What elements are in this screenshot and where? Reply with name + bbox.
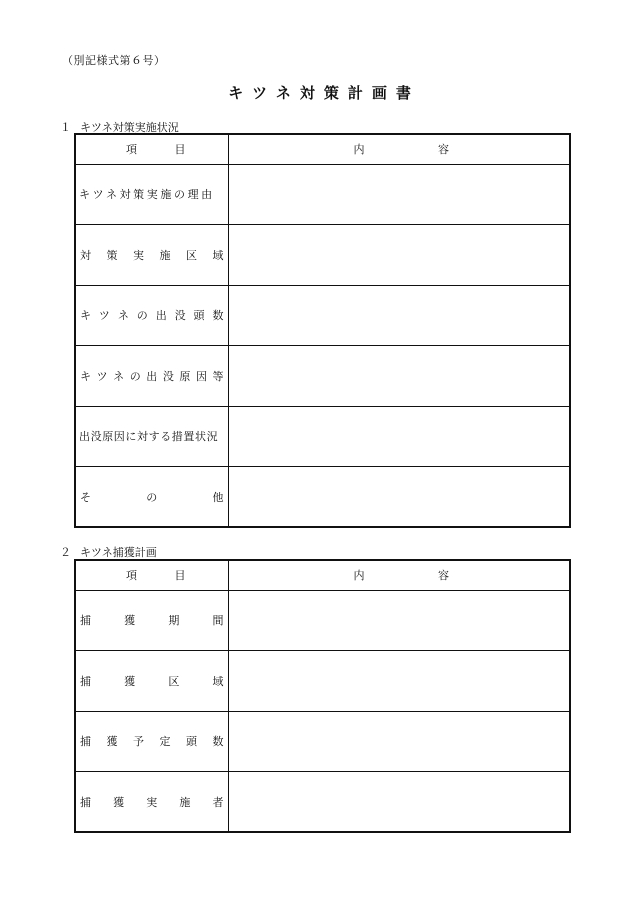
- label-char: 域: [212, 674, 224, 688]
- planned-capture-count-content-field[interactable]: [228, 711, 570, 772]
- section-2-table: [74, 559, 571, 833]
- label-char: 実: [146, 795, 158, 809]
- label-char: 区: [186, 248, 197, 262]
- row-label-text: 出没原因に対する措置状況: [79, 430, 219, 444]
- row-label-area: [75, 225, 228, 286]
- label-char: 捕: [80, 674, 91, 688]
- label-char: 数: [212, 735, 224, 749]
- header-content-char: 容: [438, 143, 449, 157]
- section-2-heading: [60, 544, 157, 560]
- table-row: [75, 590, 570, 651]
- label-char: 者: [212, 795, 224, 809]
- label-char: 数: [212, 309, 224, 323]
- header-item-char: 項: [126, 143, 137, 157]
- header-content-char: 内: [353, 143, 365, 157]
- header-item-cell: [75, 560, 228, 590]
- table-row: [75, 711, 570, 772]
- label-char: 間: [212, 614, 224, 628]
- label-char: ネ: [113, 369, 125, 383]
- header-content-char: 容: [438, 569, 449, 583]
- section-2-number: ２: [60, 546, 71, 559]
- label-char: 実: [133, 248, 144, 262]
- label-char: 捕: [80, 735, 91, 749]
- label-char: の: [146, 490, 158, 504]
- row-label-capture-period: [75, 590, 228, 651]
- row-label-countermeasures: [75, 406, 228, 467]
- label-char: 頭: [193, 309, 205, 323]
- table-row: [75, 772, 570, 833]
- label-char: 区: [168, 674, 180, 688]
- capture-area-content-field[interactable]: [228, 651, 570, 712]
- row-label-sighting-count: [75, 285, 228, 346]
- table-row: [75, 285, 570, 346]
- area-content-field[interactable]: [228, 225, 570, 286]
- reason-content-field[interactable]: [228, 164, 570, 225]
- table-row: [75, 346, 570, 407]
- label-char: 他: [212, 490, 224, 504]
- row-label-capture-area: [75, 651, 228, 712]
- row-label-other: [75, 467, 228, 528]
- capture-period-content-field[interactable]: [228, 590, 570, 651]
- label-char: 獲: [106, 735, 118, 749]
- table-header-row: [75, 560, 570, 590]
- label-char: 獲: [113, 795, 125, 809]
- header-content-char: 内: [353, 569, 365, 583]
- table-row: [75, 651, 570, 712]
- row-label-sighting-cause: [75, 346, 228, 407]
- label-char: ツ: [98, 309, 110, 323]
- header-item-cell: [75, 134, 228, 164]
- header-item-char: 目: [174, 143, 186, 157]
- label-char: 等: [212, 369, 224, 383]
- countermeasures-content-field[interactable]: [228, 406, 570, 467]
- section-2-title: キツネ捕獲計画: [80, 546, 157, 559]
- table-row: [75, 225, 570, 286]
- label-char: の: [136, 309, 148, 323]
- label-char: 獲: [124, 674, 136, 688]
- table-row: [75, 164, 570, 225]
- label-char: 出: [155, 309, 167, 323]
- header-content-cell: [228, 560, 570, 590]
- row-label-reason: [75, 164, 228, 225]
- label-char: 施: [159, 248, 171, 262]
- label-char: 対: [80, 248, 91, 262]
- label-char: 没: [162, 369, 174, 383]
- sighting-count-content-field[interactable]: [228, 285, 570, 346]
- section-1-number: １: [60, 121, 71, 134]
- label-char: 期: [168, 614, 180, 628]
- section-1-title: キツネ対策実施状況: [80, 121, 179, 134]
- label-char: キ: [80, 309, 91, 323]
- table-row: [75, 406, 570, 467]
- section-1-table: [74, 133, 571, 528]
- row-label-capture-operator: [75, 772, 228, 833]
- label-char: ツ: [96, 369, 108, 383]
- label-char: 定: [159, 735, 171, 749]
- label-char: 施: [179, 795, 191, 809]
- label-char: そ: [80, 490, 91, 504]
- label-char: 没: [174, 309, 186, 323]
- label-char: 出: [146, 369, 158, 383]
- label-char: ネ: [117, 309, 129, 323]
- label-char: 頭: [186, 735, 197, 749]
- label-char: 原: [179, 369, 191, 383]
- label-char: 獲: [124, 614, 136, 628]
- label-char: 策: [106, 248, 118, 262]
- label-char: 域: [212, 248, 224, 262]
- form-number-note: （別記様式第６号）: [62, 54, 166, 67]
- header-item-char: 項: [126, 569, 137, 583]
- capture-operator-content-field[interactable]: [228, 772, 570, 833]
- row-label-text: キツネ対策実施の理由: [79, 188, 215, 202]
- label-char: キ: [80, 369, 91, 383]
- label-char: 予: [133, 735, 144, 749]
- row-label-planned-capture-count: [75, 711, 228, 772]
- header-content-cell: [228, 134, 570, 164]
- table-row: [75, 467, 570, 528]
- document-title: キツネ対策計画書: [228, 84, 420, 102]
- sighting-cause-content-field[interactable]: [228, 346, 570, 407]
- label-char: の: [129, 369, 141, 383]
- other-content-field[interactable]: [228, 467, 570, 528]
- label-char: 捕: [80, 614, 91, 628]
- label-char: 因: [195, 369, 207, 383]
- header-item-char: 目: [174, 569, 186, 583]
- table-header-row: [75, 134, 570, 164]
- label-char: 捕: [80, 795, 91, 809]
